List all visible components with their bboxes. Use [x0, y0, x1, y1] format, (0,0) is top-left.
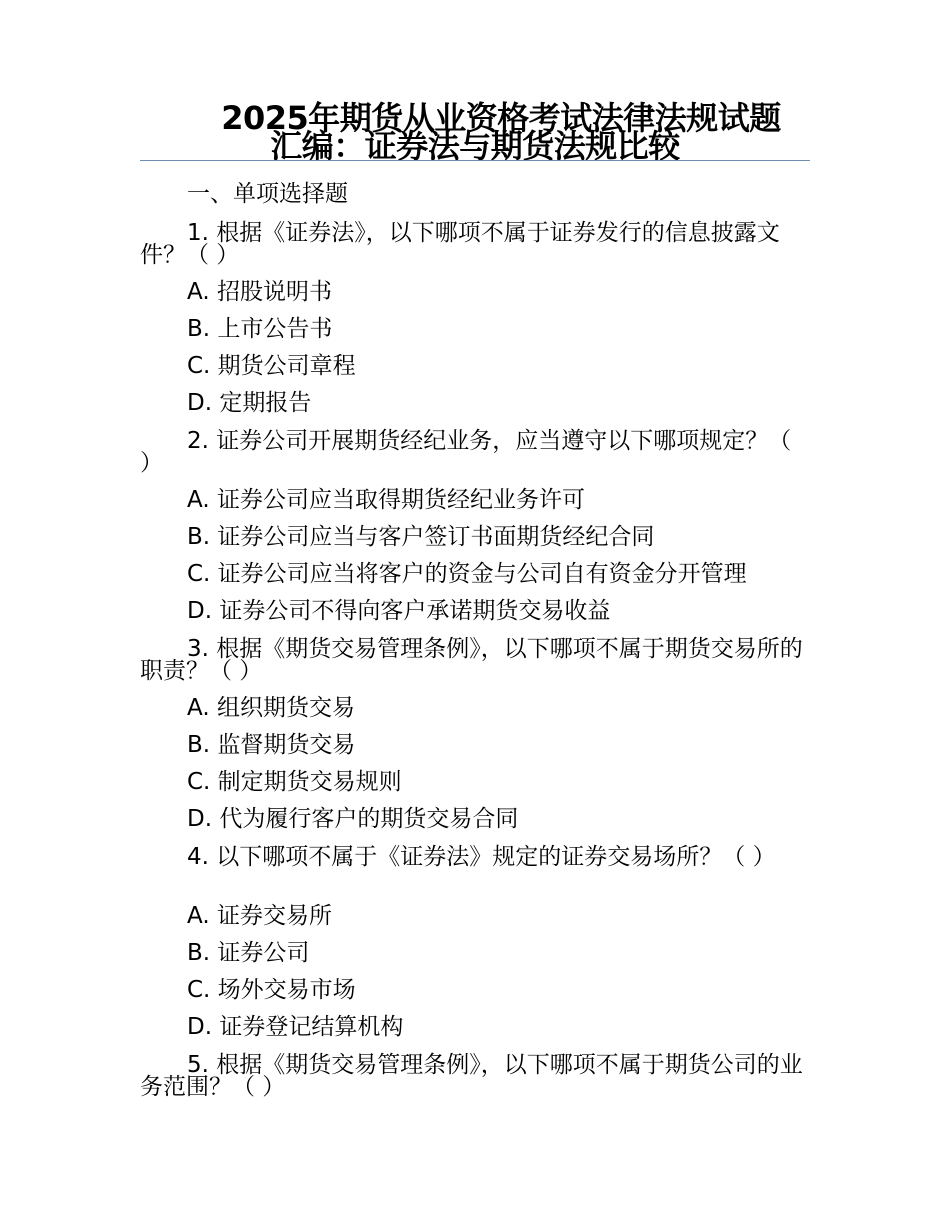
- title-underline: [140, 160, 810, 161]
- question-4-stem: 4. 以下哪项不属于《证券法》规定的证券交易场所？（ ）: [187, 844, 776, 870]
- question-4-option-c: C. 场外交易市场: [187, 977, 356, 1003]
- question-4-option-d: D. 证券登记结算机构: [187, 1014, 404, 1040]
- question-1-option-a: A. 招股说明书: [187, 279, 332, 305]
- question-3-option-d: D. 代为履行客户的期货交易合同: [187, 806, 519, 832]
- question-2-option-b: B. 证券公司应当与客户签订书面期货经纪合同: [187, 524, 655, 550]
- question-2-option-a: A. 证券公司应当取得期货经纪业务许可: [187, 487, 585, 513]
- title-line-2: 汇编：证券法与期货法规比较: [270, 127, 680, 165]
- question-3-stem: 3. 根据《期货交易管理条例》，以下哪项不属于期货交易所的职责？（ ）: [140, 636, 803, 684]
- question-5-stem: 5. 根据《期货交易管理条例》，以下哪项不属于期货公司的业务范围？（ ）: [140, 1052, 803, 1100]
- question-3-option-b: B. 监督期货交易: [187, 732, 356, 758]
- question-2-option-c: C. 证券公司应当将客户的资金与公司自有资金分开管理: [187, 561, 747, 587]
- question-1-stem: 1. 根据《证券法》，以下哪项不属于证券发行的信息披露文件？（ ）: [140, 220, 780, 268]
- title-line-1: 2025年期货从业资格考试法律法规试题: [221, 99, 781, 137]
- question-4-option-b: B. 证券公司: [187, 940, 310, 966]
- document-title: [140, 99, 810, 165]
- question-3-option-a: A. 组织期货交易: [187, 695, 355, 721]
- question-1-option-b: B. 上市公告书: [187, 316, 333, 342]
- question-4-option-a: A. 证券交易所: [187, 903, 332, 929]
- section-heading: 一、单项选择题: [187, 181, 348, 207]
- question-2-stem: 2. 证券公司开展期货经纪业务，应当遵守以下哪项规定？（ ）: [140, 428, 792, 476]
- question-1-option-d: D. 定期报告: [187, 390, 312, 416]
- question-2-option-d: D. 证券公司不得向客户承诺期货交易收益: [187, 598, 611, 624]
- question-3-option-c: C. 制定期货交易规则: [187, 769, 402, 795]
- question-1-option-c: C. 期货公司章程: [187, 353, 356, 379]
